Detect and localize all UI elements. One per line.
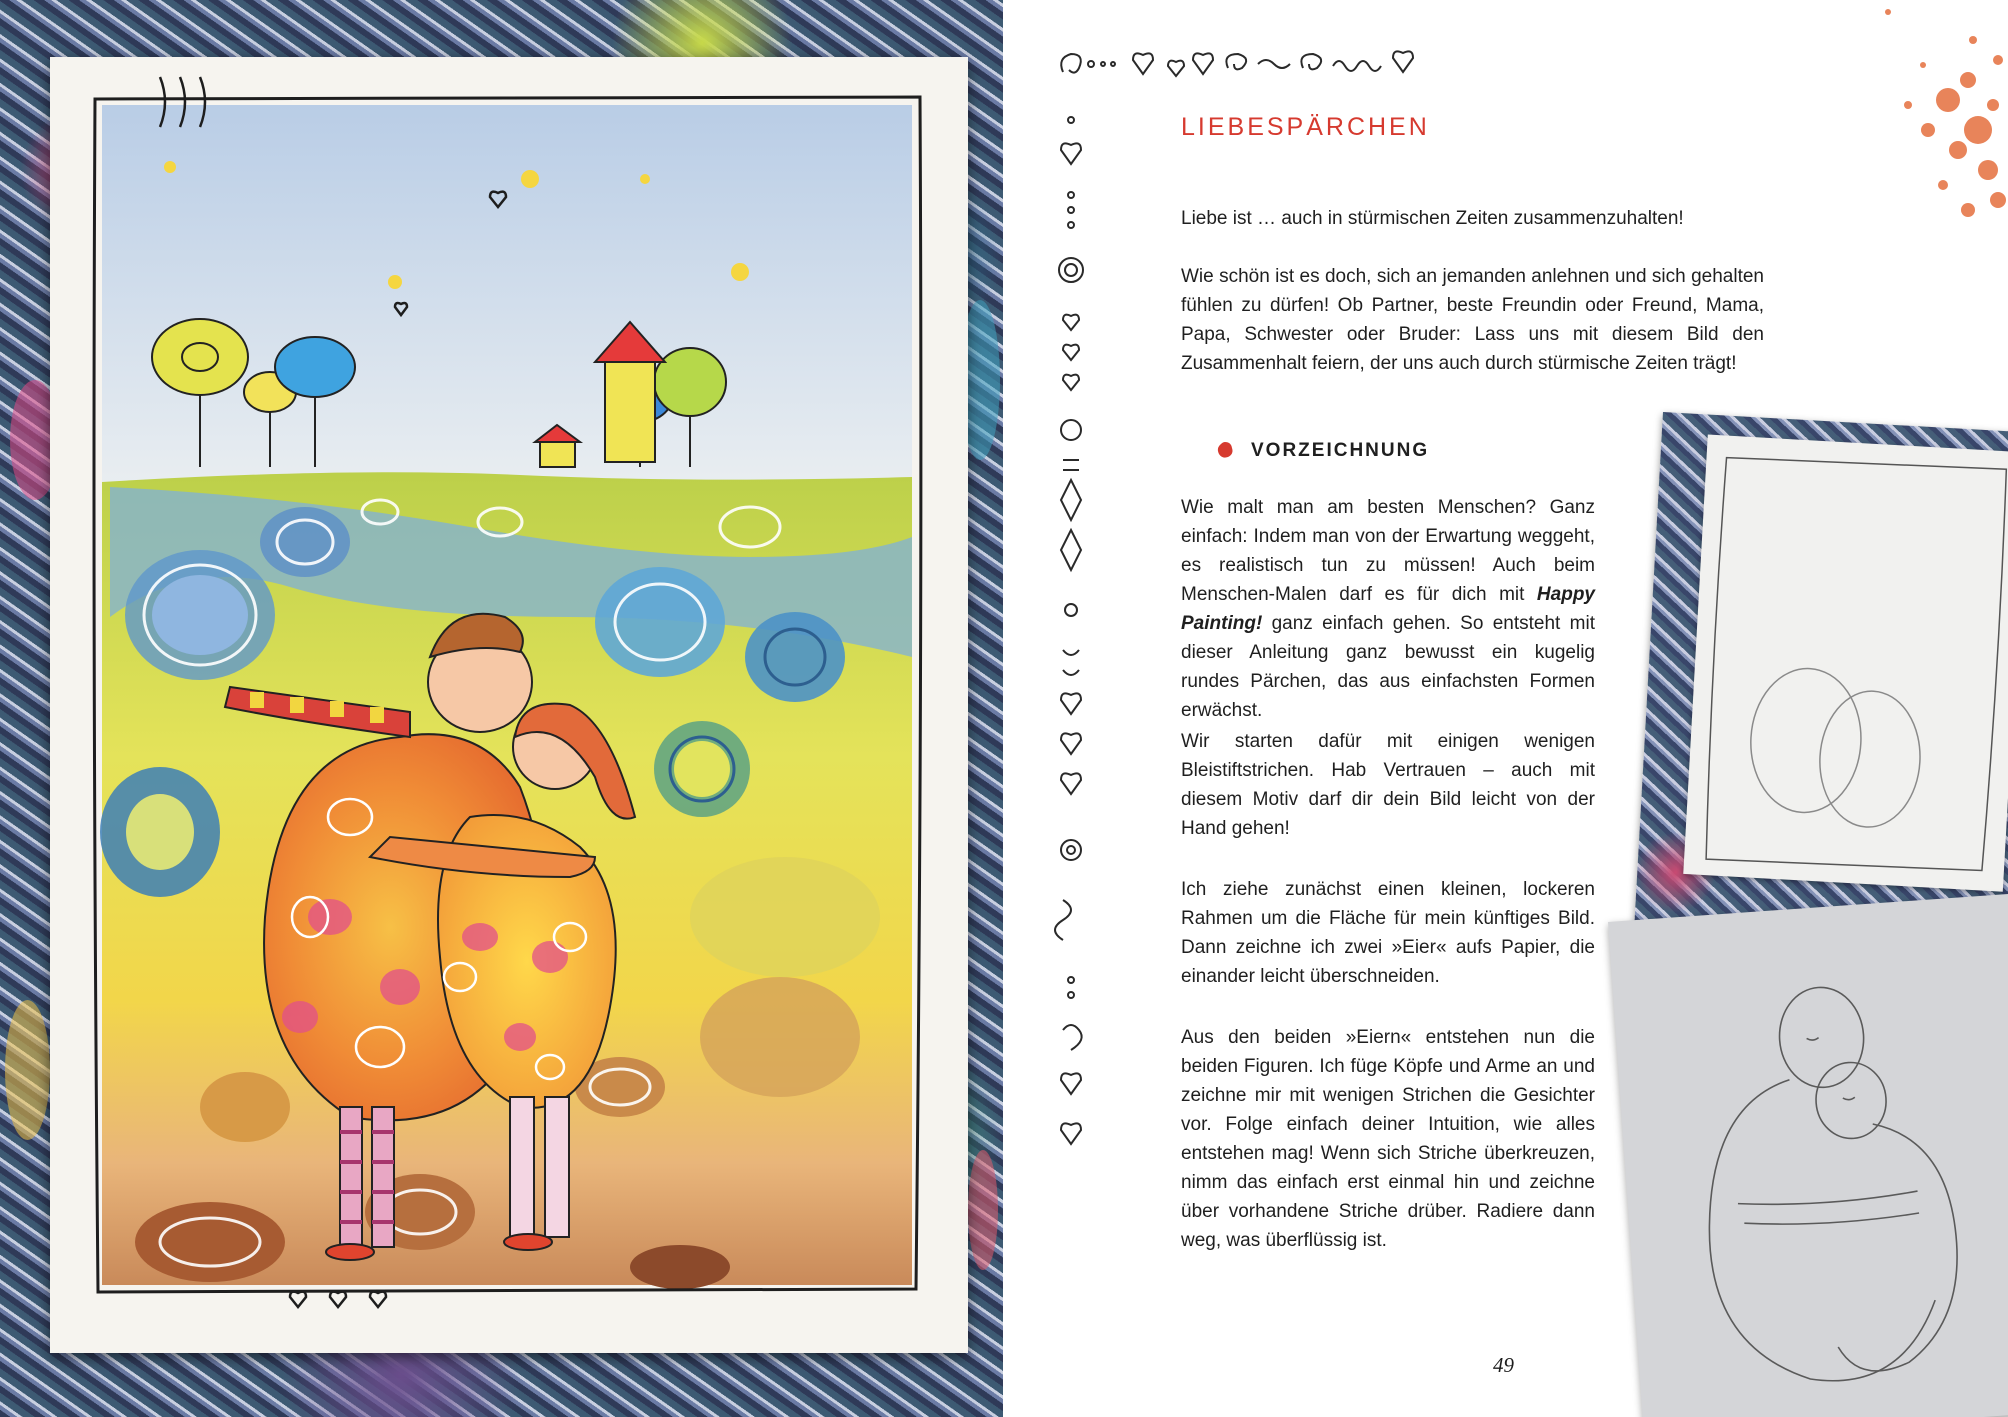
text-page: [1003, 0, 2008, 1417]
paint-splash: [5, 1000, 50, 1140]
heart-icon: [1133, 53, 1153, 74]
paper-sheet: [1683, 435, 2008, 892]
eggs-sketch: [1683, 435, 2008, 892]
paint-splash: [968, 1150, 998, 1270]
page-title: LIEBESPÄRCHEN: [1181, 113, 1430, 141]
page-number: 49: [1493, 1353, 1514, 1377]
section-heading: VORZEICHNUNG: [1251, 440, 1430, 461]
illustration-page: [0, 0, 1003, 1417]
sketch-photo-frame: [1635, 412, 2008, 942]
doodle-ornament: [1053, 42, 1433, 92]
doodle-ornament: [1043, 110, 1103, 1170]
bullet-splash-icon: [1215, 440, 1235, 460]
body-paragraph: Ich ziehe zunächst einen kleinen, lockeren Rahmen um die Fläche für mein künftiges Bild. Dann zeichne ich zwei »Eier« aufs Papier, die einander leicht überschneiden.: [1181, 879, 1595, 987]
text-segment: ganz einfach gehen. So entsteht mit dieser Anleitung ganz bewusst ein kugelig rundes Pärchen, das aus einfachsten Formen erwächst.: [1181, 613, 1595, 721]
body-paragraph: Wie schön ist es doch, sich an jemanden anlehnen und sich gehalten fühlen zu dürfen! Ob Partner, beste Freundin oder Freund, Mama, Papa, Schwester oder Bruder: Lass uns mit diesem Bild den Zusammenhalt feiern, der uns auch durch stürmische Zeiten trägt!: [1181, 266, 1764, 374]
text-segment: Wie malt man am besten Menschen? Ganz einfach: Indem man von der Erwartung weggeht, es realistisch tun zu müssen! Auch beim Menschen-Malen darf es für dich mit: [1181, 497, 1595, 605]
body-paragraph: Wir starten dafür mit einigen wenigen Bleistiftstrichen. Hab Vertrauen – auch mit diesem Motiv darf dir dein Bild leicht von der Hand gehen!: [1181, 731, 1595, 839]
body-paragraph: Aus den beiden »Eiern« entstehen nun die beiden Figuren. Ich füge Köpfe und Arme an und zeichne mir mit wenigen Strichen die Gesichter vor. Folge einfach deiner Intuition, wie alles entstehen mag! Wenn sich Striche überkreuzen, nimm das einfach erst einmal hin und zeichne über vorhandene Striche drüber. Radiere dann weg, was überflüssig ist.: [1181, 1027, 1595, 1251]
watercolor-painting: [50, 57, 968, 1353]
emphasis-text: Happy Painting!: [1181, 584, 1595, 634]
body-paragraph: [1181, 493, 1595, 725]
sketch-photo-couple: [1608, 893, 2008, 1417]
couple-pencil-sketch: [1608, 893, 2008, 1417]
couple-hug-painting: [50, 57, 968, 1353]
paint-splatter: [1848, 0, 2008, 230]
intro-paragraph: Liebe ist … auch in stürmischen Zeiten zusammenzuhalten!: [1181, 208, 1684, 229]
